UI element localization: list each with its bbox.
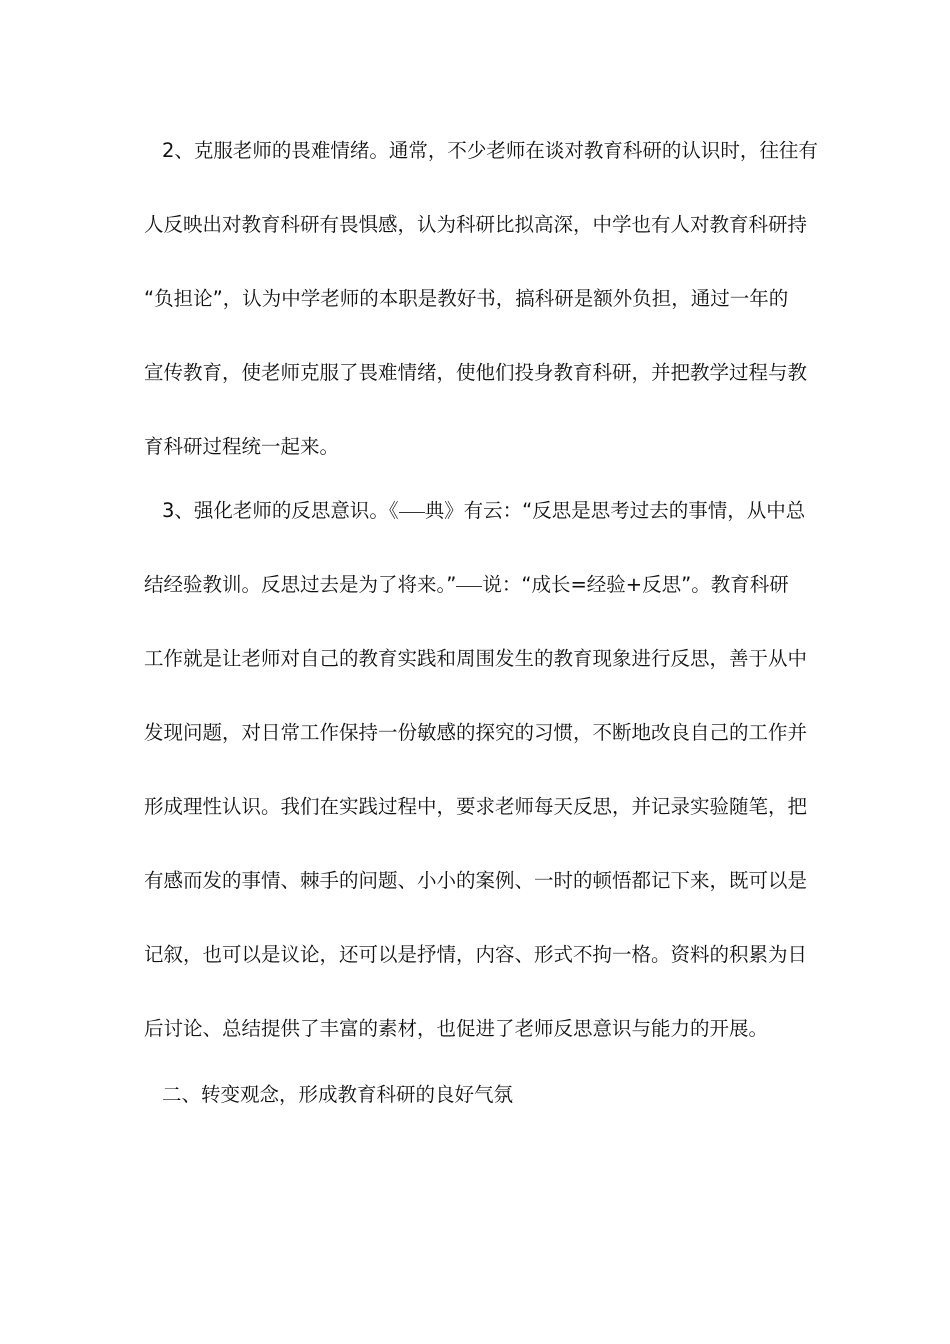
blank-underline [456, 585, 482, 587]
text-line [144, 548, 814, 622]
text-line: 发现问题，对日常工作保持一份敏感的探究的习惯，不断地改良自己的工作并 [144, 721, 808, 744]
text-line: 有感而发的事情、棘手的问题、小小的案例、一时的顿悟都记下来，既可以是 [144, 869, 808, 892]
text-line: 后讨论、总结提供了丰富的素材，也促进了老师反思意识与能力的开展。 [144, 1017, 769, 1040]
text-line: “负担论”，认为中学老师的本职是教好书，搞科研是额外负担，通过一年的 [144, 287, 789, 310]
text-segment: 典》有云：“反思是思考过去的事情，从中总 [424, 499, 806, 522]
text-line: 育科研过程统一起来。 [144, 435, 340, 458]
section-heading: 二、转变观念，形成教育科研的良好气氛 [162, 1083, 514, 1106]
text-line [144, 474, 814, 548]
text-segment: 说：“成长=经验+反思”。教育科研 [482, 573, 789, 596]
text-line: 人反映出对教育科研有畏惧感，认为科研比拟高深，中学也有人对教育科研持 [144, 213, 808, 236]
text-line: 形成理性认识。我们在实践过程中，要求老师每天反思，并记录实验随笔，把 [144, 795, 808, 818]
section-heading-block [144, 1058, 814, 1132]
paragraph-overcome-fear [144, 114, 818, 484]
text-segment: 3、强化老师的反思意识。《 [162, 499, 399, 522]
text-line: 记叙，也可以是议论，还可以是抒情，内容、形式不拘一格。资料的积累为日 [144, 943, 808, 966]
text-line: 宣传教育，使老师克服了畏难情绪，使他们投身教育科研，并把教学过程与教 [144, 361, 808, 384]
text-segment: 结经验教训。反思过去是为了将来。” [144, 573, 457, 596]
paragraph-reflection [144, 474, 814, 1066]
text-line: 工作就是让老师对自己的教育实践和周围发生的教育现象进行反思，善于从中 [144, 647, 808, 670]
text-line: 2、克服老师的畏难情绪。通常，不少老师在谈对教育科研的认识时，往往有 [162, 139, 818, 162]
blank-underline [399, 511, 425, 513]
